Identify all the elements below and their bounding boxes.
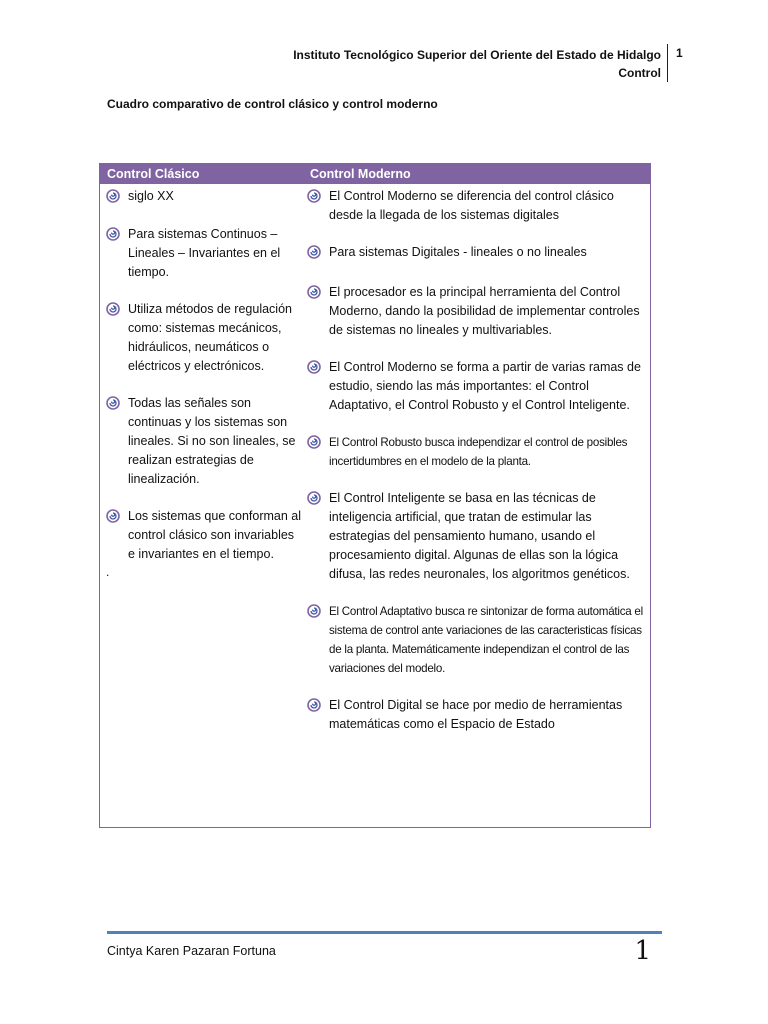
spiral-icon xyxy=(106,394,128,416)
classic-column xyxy=(106,184,302,580)
document-title: Cuadro comparativo de control clásico y control moderno xyxy=(107,97,438,111)
list-item-text: Los sistemas que conforman al control clásico son invariables e invariantes en el tiempo. xyxy=(128,509,302,561)
trailing-mark: . xyxy=(106,565,110,579)
list-item xyxy=(106,225,302,282)
list-item xyxy=(307,489,647,584)
list-item-text: Utiliza métodos de regulación como: sistemas mecánicos, hidráulicos, neumáticos o eléctricos y electrónicos. xyxy=(128,302,292,373)
list-item xyxy=(307,602,647,678)
footer-rule xyxy=(107,931,662,934)
modern-column xyxy=(307,184,647,734)
spiral-icon xyxy=(307,283,329,305)
list-item xyxy=(106,300,302,376)
footer-author: Cintya Karen Pazaran Fortuna xyxy=(107,944,276,958)
list-item-text: El Control Adaptativo busca re sintonizar de forma automática el sistema de control ante variaciones de las caracteristicas físicas de la planta. Matemáticamente independizan el control de las variaciones del modelo. xyxy=(329,605,643,675)
list-item-text: El Control Moderno se forma a partir de varias ramas de estudio, siendo las más importantes: el Control Adaptativo, el Control Robusto y el Control Inteligente. xyxy=(329,360,641,412)
list-item-text: Todas las señales son continuas y los sistemas son lineales. Si no son lineales, se realizan estrategias de linealización. xyxy=(128,396,296,486)
comparison-table xyxy=(99,163,651,828)
spiral-icon xyxy=(307,489,329,511)
list-item xyxy=(307,696,647,734)
spiral-icon xyxy=(307,696,329,718)
list-item-text: El Control Digital se hace por medio de herramientas matemáticas como el Espacio de Estado xyxy=(329,698,623,731)
spiral-icon xyxy=(106,225,128,247)
list-item xyxy=(307,243,647,265)
list-item xyxy=(307,433,647,471)
list-item-text: El Control Moderno se diferencia del control clásico desde la llegada de los sistemas digitales xyxy=(329,189,614,222)
list-item xyxy=(307,358,647,415)
header-page-number: 1 xyxy=(676,46,683,60)
header-divider xyxy=(667,44,668,82)
spiral-icon xyxy=(307,187,329,209)
spiral-icon xyxy=(307,433,329,455)
list-item-text: El procesador es la principal herramienta del Control Moderno, dando la posibilidad de implementar controles de sistemas no lineales y multivariables. xyxy=(329,285,640,337)
column-header-modern: Control Moderno xyxy=(310,167,411,181)
table-header-row xyxy=(100,164,650,184)
spiral-icon xyxy=(307,243,329,265)
list-item xyxy=(106,507,302,564)
list-item-text: Para sistemas Digitales - lineales o no lineales xyxy=(329,245,587,259)
list-item xyxy=(307,283,647,340)
spiral-icon xyxy=(307,602,329,624)
header-text xyxy=(181,46,661,82)
spiral-icon xyxy=(106,187,128,209)
list-item-text: Para sistemas Continuos – Lineales – Invariantes en el tiempo. xyxy=(128,227,281,279)
spiral-icon xyxy=(106,507,128,529)
header-subject: Control xyxy=(618,66,661,80)
list-item xyxy=(106,187,302,209)
column-header-classic: Control Clásico xyxy=(107,167,200,181)
header-institution: Instituto Tecnológico Superior del Oriente del Estado de Hidalgo xyxy=(293,48,661,62)
spiral-icon xyxy=(307,358,329,380)
list-item-text: El Control Robusto busca independizar el control de posibles incertidumbres en el modelo de la planta. xyxy=(329,436,628,468)
list-item xyxy=(106,394,302,489)
footer-page-number: 1 xyxy=(634,936,651,966)
spiral-icon xyxy=(106,300,128,322)
list-item xyxy=(307,187,647,225)
list-item-text: El Control Inteligente se basa en las técnicas de inteligencia artificial, que tratan de estimular las estrategias del pensamiento humano, usando el procesamiento digital. Algunas de ellas son la lógica difusa, las redes neuronales, los algoritmos genéticos. xyxy=(329,491,630,581)
list-item-text: siglo XX xyxy=(128,189,174,203)
